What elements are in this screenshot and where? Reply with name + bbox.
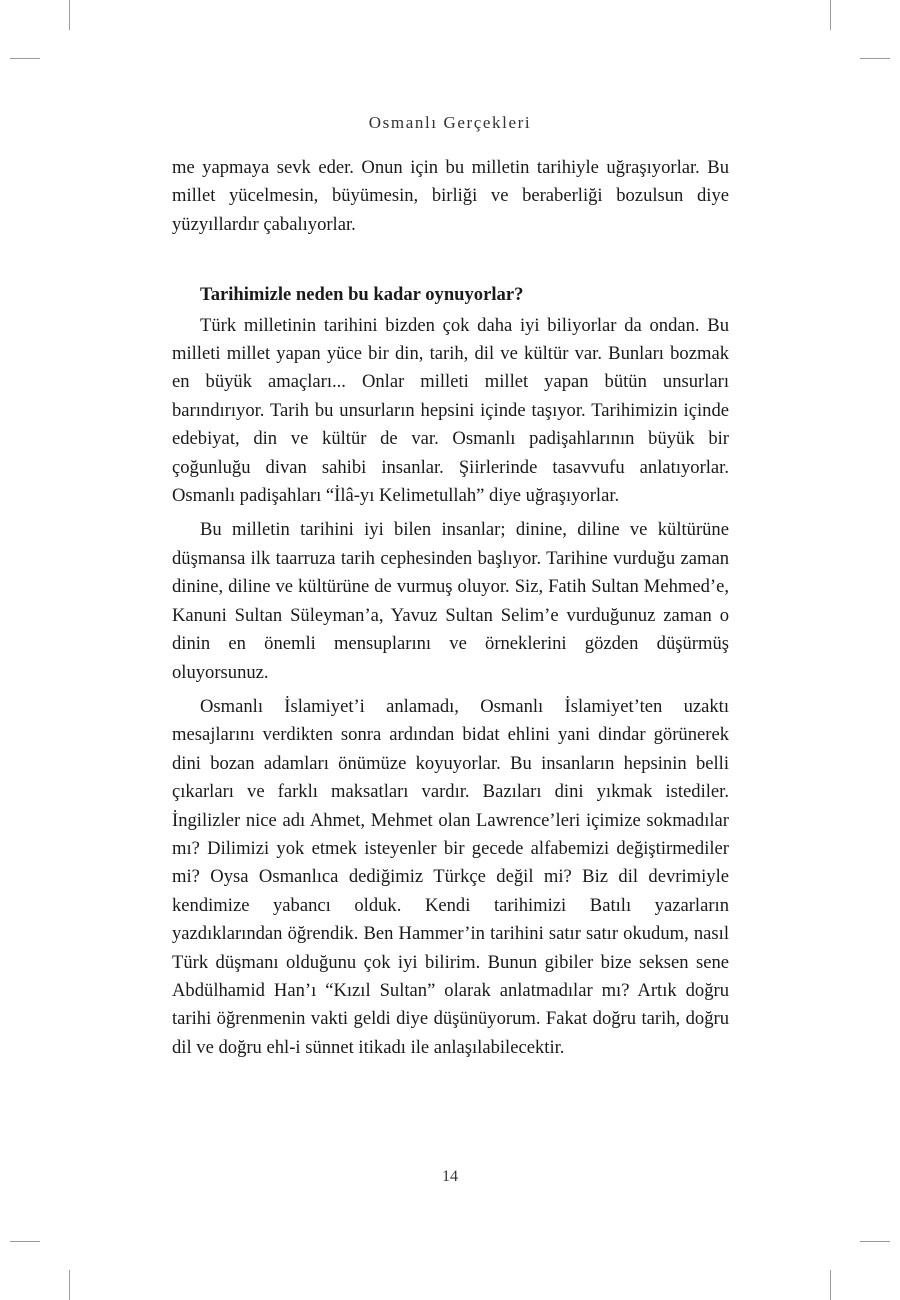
- paragraph-3: Osmanlı İslamiyet’i anlamadı, Osmanlı İslamiyet’ten uzaktı mesajlarını verdikten sonra ardından bidat ehlini yani dindar görünerek dini bozan adamları önümüze koyuyorlar. Bu insanların hepsinin belli çıkarları ve farklı maksatları vardır. Bazıları dini yıkmak istediler. İngilizler nice adı Ahmet, Mehmet olan Lawrence’leri içimize sokmadılar mı? Dilimizi yok etmek isteyenler bir gecede alfabemizi değiştirmediler mi? Oysa Osmanlıca dediğimiz Türkçe değil mi? Biz dil devrimiyle kendimize yabancı olduk. Kendi tarihimizi Batılı yazarların yazdıklarından öğrendik. Ben Hammer’in tarihini satır satır okudum, nasıl Türk düşmanı olduğunu çok iyi bilirim. Bunun gibiler bize seksen sene Abdülhamid Han’ı “Kızıl Sultan” olarak anlatmadılar mı? Artık doğru tarihi öğrenmenin vakti geldi diye düşünüyorum. Fakat doğru tarih, doğru dil ve doğru ehl-i sünnet itikadı ile anlaşılabilecektir.: [172, 695, 729, 1058]
- crop-mark-top-right: [830, 0, 831, 30]
- crop-mark-left-bottom: [10, 1241, 40, 1242]
- body-text: [172, 154, 729, 1062]
- crop-mark-right-bottom: [860, 1241, 890, 1242]
- paragraph-1: Türk milletinin tarihini bizden çok daha iyi biliyorlar da ondan. Bu milleti millet yapan yüce bir din, tarih, dil ve kültür var. Bunları bozmak en büyük amaçları... Onlar milleti millet yapan bütün unsurları barındırıyor. Tarih bu unsurların hepsini içinde taşıyor. Tarihimizin içinde edebiyat, din ve kültür de var. Osmanlı padişahlarının büyük bir çoğunluğu divan sahibi insanlar. Şiirlerinde tasavvufu anlatıyorlar. Osmanlı padişahları “İlâ-yı Kelimetullah” diye uğraşıyorlar.: [172, 314, 729, 507]
- crop-mark-top-left: [69, 0, 70, 30]
- page-number: 14: [442, 1168, 458, 1185]
- paragraph-continued: me yapmaya sevk eder. Onun için bu milletin tarihiyle uğraşıyorlar. Bu millet yücelmesin, büyümesin, birliği ve beraberliği bozulsun diye yüzyıllardır çabalıyorlar.: [172, 157, 729, 235]
- section-heading: Tarihimizle neden bu kadar oynuyorlar?: [200, 284, 524, 306]
- crop-mark-bottom-right: [830, 1270, 831, 1300]
- crop-mark-bottom-left: [69, 1270, 70, 1300]
- crop-mark-left-top: [10, 58, 40, 59]
- paragraph-2: Bu milletin tarihini iyi bilen insanlar; dinine, diline ve kültürüne düşmansa ilk taarruza tarih cephesinden başlıyor. Tarihine vurduğu zaman dinine, diline ve kültürüne de vurmuş oluyor. Siz, Fatih Sultan Mehmed’e, Kanuni Sultan Süleyman’a, Yavuz Sultan Selim’e vurduğunuz zaman o dinin en önemli mensuplarını ve örneklerini gözden düşürmüş oluyorsunuz.: [172, 519, 729, 683]
- crop-mark-right-top: [860, 58, 890, 59]
- running-head: Osmanlı Gerçekleri: [368, 113, 532, 132]
